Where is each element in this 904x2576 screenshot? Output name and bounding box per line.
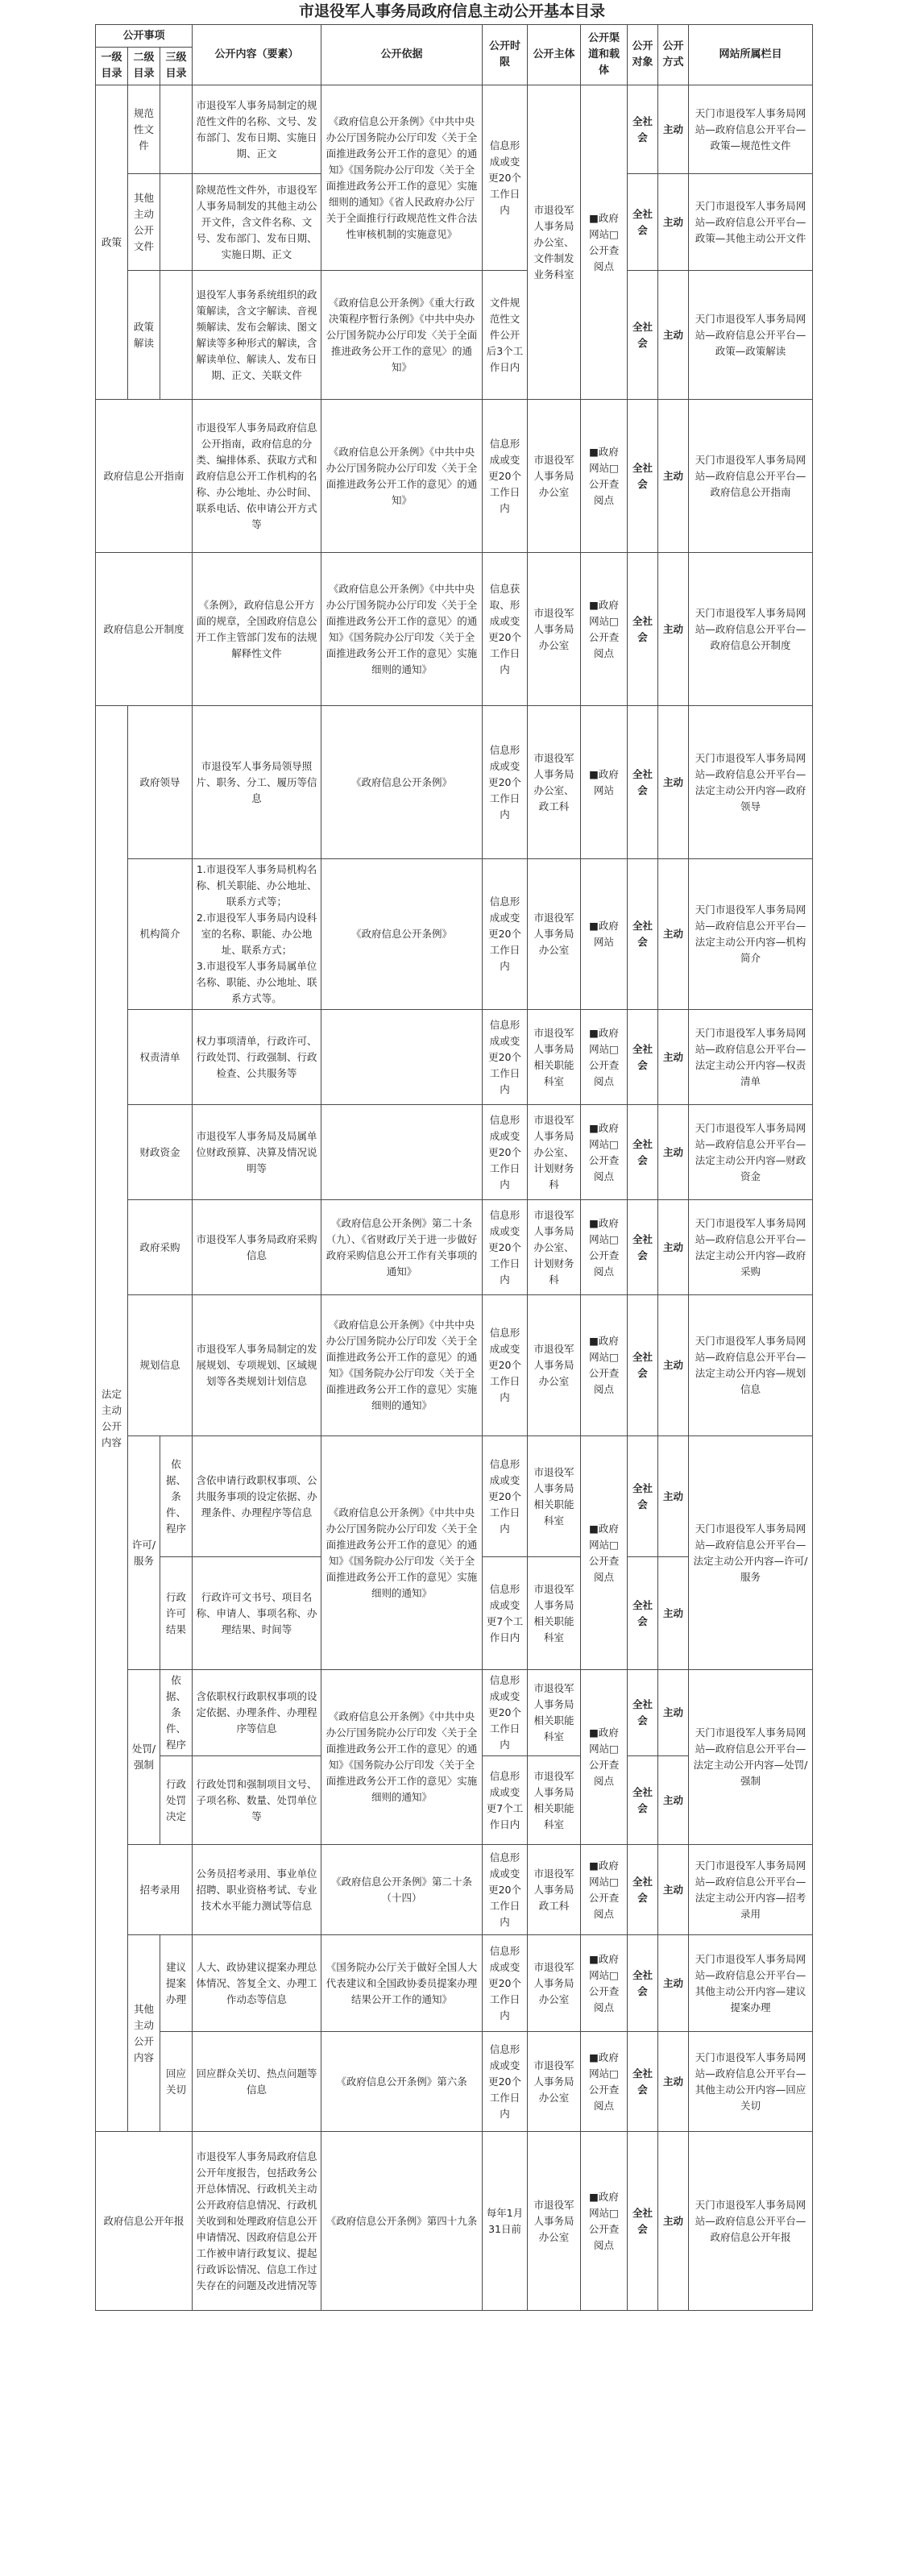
cell-time: 信息形成或变更20个工作日内 [483, 859, 528, 1010]
cell-time: 信息形成或变更7个工作日内 [483, 1557, 528, 1670]
cell-basis: 《政府信息公开条例》《中共中央办公厅国务院办公厅印发〈关于全面推进政务公开工作的意见〉的通知》《国务院办公厅印发〈关于全面推进政务公开工作的意见〉实施细则的通知》 [321, 1295, 483, 1436]
table-row [96, 859, 813, 1010]
cell-time: 信息形成或变更20个工作日内 [483, 1935, 528, 2032]
cell-l2: 政府领导 [128, 706, 193, 859]
cell-object: 全社会 [628, 1105, 658, 1200]
cell-time: 信息形成或变更7个工作日内 [483, 1756, 528, 1845]
cell-channel: ■政府网站□公开查阅点 [581, 1845, 628, 1935]
cell-object: 全社会 [628, 1010, 658, 1105]
cell-column: 天门市退役军人事务局网站—政府信息公开平台—政府信息公开指南 [689, 400, 813, 553]
table-row [96, 271, 813, 400]
cell-basis: 《政府信息公开条例》《中共中央办公厅国务院办公厅印发〈关于全面推进政务公开工作的意见〉的通知》《国务院办公厅印发〈关于全面推进政务公开工作的意见〉实施细则的通知》 [321, 1436, 483, 1670]
cell-method: 主动 [658, 1756, 689, 1845]
cell-content: 除规范性文件外，市退役军人事务局制发的其他主动公开文件，含文件名称、文号、发布部门、发布日期、实施日期、正文 [193, 174, 321, 271]
cell-column: 天门市退役军人事务局网站—政府信息公开平台—法定主动公开内容—许可/服务 [689, 1436, 813, 1670]
cell-l3: 行政处罚决定 [160, 1756, 193, 1845]
cell-l3 [160, 85, 193, 174]
header-basis: 公开依据 [321, 25, 483, 85]
cell-object: 全社会 [628, 1557, 658, 1670]
cell-content: 市退役军人事务局领导照片、职务、分工、履历等信息 [193, 706, 321, 859]
cell-time: 信息形成或变更20个工作日内 [483, 1010, 528, 1105]
table-row [96, 706, 813, 859]
cell-l3: 建议提案办理 [160, 1935, 193, 2032]
cell-basis: 《政府信息公开条例》 [321, 706, 483, 859]
cell-content: 行政许可文书号、项目名称、申请人、事项名称、办理结果、时间等 [193, 1557, 321, 1670]
cell-channel: ■政府网站□公开查阅点 [581, 2032, 628, 2132]
cell-method: 主动 [658, 1670, 689, 1756]
cell-channel: ■政府网站□公开查阅点 [581, 2132, 628, 2311]
cell-time: 信息形成或变更20个工作日内 [483, 1200, 528, 1295]
cell-time: 信息形成或变更20个工作日内 [483, 1436, 528, 1557]
cell-content: 《条例》，政府信息公开方面的规章，全国政府信息公开工作主管部门发布的法规解释性文件 [193, 553, 321, 706]
cell-method: 主动 [658, 1010, 689, 1105]
cell-l3: 回应关切 [160, 2032, 193, 2132]
cell-content: 市退役军人事务局政府信息公开年度报告，包括政务公开总体情况、行政机关主动公开政府信息情况、行政机关收到和处理政府信息公开申请情况、因政府信息公开工作被申请行政复议、提起行政诉讼情况、信息工作过失存在的问题及改进情况等 [193, 2132, 321, 2311]
cell-subject: 市退役军人事务局政工科 [528, 1845, 581, 1935]
cell-column: 天门市退役军人事务局网站—政府信息公开平台—法定主动公开内容—处罚/强制 [689, 1670, 813, 1845]
cell-column: 天门市退役军人事务局网站—政府信息公开平台—法定主动公开内容—机构简介 [689, 859, 813, 1010]
cell-basis: 《国务院办公厅关于做好全国人大代表建议和全国政协委员提案办理结果公开工作的通知》 [321, 1935, 483, 2032]
cell-channel: ■政府网站□公开查阅点 [581, 400, 628, 553]
header-l3: 三级目录 [160, 48, 193, 85]
cell-basis: 《政府信息公开条例》《中共中央办公厅国务院办公厅印发〈关于全面推进政务公开工作的意见〉的通知》《国务院办公厅印发〈关于全面推进政务公开工作的意见〉实施细则的通知》 [321, 1670, 483, 1845]
table-row [96, 85, 813, 174]
cell-l3: 依据、条件、程序 [160, 1436, 193, 1557]
cell-content: 人大、政协建议提案办理总体情况、答复全文、办理工作动态等信息 [193, 1935, 321, 2032]
cell-l2: 其他主动公开文件 [128, 174, 160, 271]
cell-method: 主动 [658, 174, 689, 271]
cell-time: 每年1月31日前 [483, 2132, 528, 2311]
cell-l1: 法定主动公开内容 [96, 706, 128, 2132]
header-items: 公开事项 [96, 25, 193, 48]
table-row [96, 1105, 813, 1200]
cell-column: 天门市退役军人事务局网站—政府信息公开平台—政府信息公开年报 [689, 2132, 813, 2311]
cell-content: 市退役军人事务局政府信息公开指南，政府信息的分类、编排体系、获取方式和政府信息公开工作机构的名称、办公地址、办公时间、联系电话、依申请公开方式等 [193, 400, 321, 553]
cell-object: 全社会 [628, 85, 658, 174]
catalog-table [95, 24, 813, 2311]
cell-channel: ■政府网站□公开查阅点 [581, 1200, 628, 1295]
cell-content: 含依职权行政职权事项的设定依据、办理条件、办理程序等信息 [193, 1670, 321, 1756]
cell-content: 回应群众关切、热点问题等信息 [193, 2032, 321, 2132]
cell-object: 全社会 [628, 1200, 658, 1295]
header-column: 网站所属栏目 [689, 25, 813, 85]
cell-basis: 《政府信息公开条例》第四十九条 [321, 2132, 483, 2311]
cell-object: 全社会 [628, 553, 658, 706]
cell-time: 信息形成或变更20个工作日内 [483, 1295, 528, 1436]
table-row [96, 1845, 813, 1935]
cell-content: 市退役军人事务局制定的发展规划、专项规划、区域规划等各类规划计划信息 [193, 1295, 321, 1436]
cell-subject: 市退役军人事务局办公室、政工科 [528, 706, 581, 859]
cell-subject: 市退役军人事务局办公室 [528, 1295, 581, 1436]
cell-basis: 《政府信息公开条例》《重大行政决策程序暂行条例》《中共中央办公厅国务院办公厅印发〈关于全面推进政务公开工作的意见〉的通知》 [321, 271, 483, 400]
cell-object: 全社会 [628, 1670, 658, 1756]
table-row [96, 2032, 813, 2132]
table-row [96, 1436, 813, 1557]
cell-content: 公务员招考录用、事业单位招聘、职业资格考试、专业技术水平能力测试等信息 [193, 1845, 321, 1935]
cell-l1: 政府信息公开年报 [96, 2132, 193, 2311]
table-row [96, 1295, 813, 1436]
cell-subject: 市退役军人事务局相关职能科室 [528, 1010, 581, 1105]
cell-basis: 《政府信息公开条例》第二十条（十四） [321, 1845, 483, 1935]
table-row [96, 553, 813, 706]
header-l2: 二级目录 [128, 48, 160, 85]
cell-subject: 市退役军人事务局办公室 [528, 2132, 581, 2311]
cell-object: 全社会 [628, 1756, 658, 1845]
cell-basis [321, 1105, 483, 1200]
header-time: 公开时限 [483, 25, 528, 85]
cell-method: 主动 [658, 2032, 689, 2132]
table-row [96, 400, 813, 553]
cell-channel: ■政府网站 [581, 706, 628, 859]
cell-column: 天门市退役军人事务局网站—政府信息公开平台—政策—规范性文件 [689, 85, 813, 174]
cell-time: 信息形成或变更20个工作日内 [483, 2032, 528, 2132]
cell-l3 [160, 271, 193, 400]
cell-object: 全社会 [628, 706, 658, 859]
cell-l2: 政策解读 [128, 271, 160, 400]
cell-l2: 机构简介 [128, 859, 193, 1010]
cell-l1: 政府信息公开指南 [96, 400, 193, 553]
cell-time: 信息形成或变更20个工作日内 [483, 1845, 528, 1935]
cell-object: 全社会 [628, 2032, 658, 2132]
cell-method: 主动 [658, 1436, 689, 1557]
cell-time: 文件规范性文件公开后3个工作日内 [483, 271, 528, 400]
cell-method: 主动 [658, 859, 689, 1010]
cell-basis: 《政府信息公开条例》第二十条（九）、《省财政厅关于进一步做好政府采购信息公开工作有关事项的通知》 [321, 1200, 483, 1295]
cell-channel: ■政府网站□公开查阅点 [581, 1295, 628, 1436]
cell-column: 天门市退役军人事务局网站—政府信息公开平台—其他主动公开内容—回应关切 [689, 2032, 813, 2132]
cell-object: 全社会 [628, 1436, 658, 1557]
cell-method: 主动 [658, 2132, 689, 2311]
cell-basis: 《政府信息公开条例》《中共中央办公厅国务院办公厅印发〈关于全面推进政务公开工作的意见〉的通知》 [321, 400, 483, 553]
cell-basis [321, 1010, 483, 1105]
cell-column: 天门市退役军人事务局网站—政府信息公开平台—政策—政策解读 [689, 271, 813, 400]
cell-subject: 市退役军人事务局办公室 [528, 400, 581, 553]
cell-channel: ■政府网站□公开查阅点 [581, 85, 628, 400]
cell-object: 全社会 [628, 1935, 658, 2032]
cell-content: 市退役军人事务局及局属单位财政预算、决算及情况说明等 [193, 1105, 321, 1200]
cell-column: 天门市退役军人事务局网站—政府信息公开平台—法定主动公开内容—财政资金 [689, 1105, 813, 1200]
cell-object: 全社会 [628, 174, 658, 271]
cell-time: 信息形成或变更20个工作日内 [483, 706, 528, 859]
cell-subject: 市退役军人事务局办公室 [528, 859, 581, 1010]
cell-content: 市退役军人事务局制定的规范性文件的名称、文号、发布部门、发布日期、实施日期、正文 [193, 85, 321, 174]
table-row [96, 1670, 813, 1756]
cell-basis: 《政府信息公开条例》 [321, 859, 483, 1010]
cell-object: 全社会 [628, 400, 658, 553]
cell-column: 天门市退役军人事务局网站—政府信息公开平台—政策—其他主动公开文件 [689, 174, 813, 271]
cell-object: 全社会 [628, 2132, 658, 2311]
cell-channel: ■政府网站□公开查阅点 [581, 1105, 628, 1200]
cell-channel: ■政府网站□公开查阅点 [581, 1935, 628, 2032]
cell-channel: ■政府网站□公开查阅点 [581, 1670, 628, 1845]
cell-time: 信息获取、形成或变更20个工作日内 [483, 553, 528, 706]
table-row [96, 2132, 813, 2311]
cell-method: 主动 [658, 553, 689, 706]
cell-method: 主动 [658, 85, 689, 174]
cell-content: 权力事项清单，行政许可、行政处罚、行政强制、行政检查、公共服务等 [193, 1010, 321, 1105]
cell-l1: 政策 [96, 85, 128, 400]
page-title: 市退役军人事务局政府信息主动公开基本目录 [298, 2, 605, 20]
cell-channel: ■政府网站□公开查阅点 [581, 1010, 628, 1105]
cell-column: 天门市退役军人事务局网站—政府信息公开平台—其他主动公开内容—建议提案办理 [689, 1935, 813, 2032]
cell-channel: ■政府网站 [581, 859, 628, 1010]
cell-subject: 市退役军人事务局办公室、文件制发业务科室 [528, 85, 581, 400]
cell-channel: ■政府网站□公开查阅点 [581, 553, 628, 706]
cell-method: 主动 [658, 271, 689, 400]
cell-column: 天门市退役军人事务局网站—政府信息公开平台—法定主动公开内容—权责清单 [689, 1010, 813, 1105]
cell-method: 主动 [658, 1557, 689, 1670]
cell-l2: 处罚/强制 [128, 1670, 160, 1845]
cell-subject: 市退役军人事务局办公室、计划财务科 [528, 1105, 581, 1200]
table-row [96, 1010, 813, 1105]
cell-object: 全社会 [628, 271, 658, 400]
cell-column: 天门市退役军人事务局网站—政府信息公开平台—政府信息公开制度 [689, 553, 813, 706]
cell-l2: 权责清单 [128, 1010, 193, 1105]
cell-content: 退役军人事务系统组织的政策解读，含文字解读、音视频解读、发布会解读、图文解读等多种形式的解读，含解读单位、解读人、发布日期、正文、关联文件 [193, 271, 321, 400]
cell-basis: 《政府信息公开条例》《中共中央办公厅国务院办公厅印发〈关于全面推进政务公开工作的意见〉的通知》《国务院办公厅印发〈关于全面推进政务公开工作的意见〉实施细则的通知》《省人民政府办公厅关于全面推行行政规范性文件合法性审核机制的实施意见》 [321, 85, 483, 271]
cell-subject: 市退役军人事务局相关职能科室 [528, 1557, 581, 1670]
cell-method: 主动 [658, 1200, 689, 1295]
cell-column: 天门市退役军人事务局网站—政府信息公开平台—法定主动公开内容—政府采购 [689, 1200, 813, 1295]
cell-time: 信息形成或变更20个工作日内 [483, 1670, 528, 1756]
cell-l2: 财政资金 [128, 1105, 193, 1200]
cell-content: 市退役军人事务局政府采购信息 [193, 1200, 321, 1295]
header-object: 公开对象 [628, 25, 658, 85]
cell-l3: 行政许可结果 [160, 1557, 193, 1670]
cell-subject: 市退役军人事务局相关职能科室 [528, 1436, 581, 1557]
cell-basis: 《政府信息公开条例》《中共中央办公厅国务院办公厅印发〈关于全面推进政务公开工作的意见〉的通知》《国务院办公厅印发〈关于全面推进政务公开工作的意见〉实施细则的通知》 [321, 553, 483, 706]
cell-subject: 市退役军人事务局办公室、计划财务科 [528, 1200, 581, 1295]
cell-column: 天门市退役军人事务局网站—政府信息公开平台—法定主动公开内容—招考录用 [689, 1845, 813, 1935]
cell-method: 主动 [658, 1935, 689, 2032]
table-row [96, 1200, 813, 1295]
cell-method: 主动 [658, 400, 689, 553]
cell-subject: 市退役军人事务局办公室 [528, 1935, 581, 2032]
cell-l2: 政府采购 [128, 1200, 193, 1295]
header-l1: 一级目录 [96, 48, 128, 85]
cell-method: 主动 [658, 1105, 689, 1200]
cell-object: 全社会 [628, 1295, 658, 1436]
cell-time: 信息形成或变更20个工作日内 [483, 1105, 528, 1200]
cell-method: 主动 [658, 706, 689, 859]
cell-column: 天门市退役军人事务局网站—政府信息公开平台—法定主动公开内容—政府领导 [689, 706, 813, 859]
header-content: 公开内容（要素） [193, 25, 321, 85]
header-method: 公开方式 [658, 25, 689, 85]
header-subject: 公开主体 [528, 25, 581, 85]
cell-time: 信息形成或变更20个工作日内 [483, 85, 528, 271]
cell-l3: 依据、条件、程序 [160, 1670, 193, 1756]
cell-content: 含依申请行政职权事项、公共服务事项的设定依据、办理条件、办理程序等信息 [193, 1436, 321, 1557]
cell-subject: 市退役军人事务局相关职能科室 [528, 1756, 581, 1845]
cell-content: 1.市退役军人事务局机构名称、机关职能、办公地址、联系方式等； 2.市退役军人事务局内设科室的名称、职能、办公地址、联系方式； 3.市退役军人事务局属单位名称、职能、办公地址、联系方式等。 [193, 859, 321, 1010]
cell-object: 全社会 [628, 1845, 658, 1935]
cell-subject: 市退役军人事务局相关职能科室 [528, 1670, 581, 1756]
cell-time: 信息形成或变更20个工作日内 [483, 400, 528, 553]
cell-channel: ■政府网站□公开查阅点 [581, 1436, 628, 1670]
cell-l1: 政府信息公开制度 [96, 553, 193, 706]
cell-subject: 市退役军人事务局办公室 [528, 2032, 581, 2132]
cell-subject: 市退役军人事务局办公室 [528, 553, 581, 706]
header-channel: 公开渠道和载体 [581, 25, 628, 85]
cell-method: 主动 [658, 1845, 689, 1935]
cell-object: 全社会 [628, 859, 658, 1010]
cell-l3 [160, 174, 193, 271]
cell-l2: 其他主动公开内容 [128, 1935, 160, 2132]
cell-column: 天门市退役军人事务局网站—政府信息公开平台—法定主动公开内容—规划信息 [689, 1295, 813, 1436]
cell-basis: 《政府信息公开条例》第六条 [321, 2032, 483, 2132]
cell-method: 主动 [658, 1295, 689, 1436]
cell-content: 行政处罚和强制项目文号、子项名称、数量、处罚单位等 [193, 1756, 321, 1845]
cell-l2: 招考录用 [128, 1845, 193, 1935]
table-row [96, 1935, 813, 2032]
cell-l2: 规范性文件 [128, 85, 160, 174]
cell-l2: 许可/服务 [128, 1436, 160, 1670]
cell-l2: 规划信息 [128, 1295, 193, 1436]
